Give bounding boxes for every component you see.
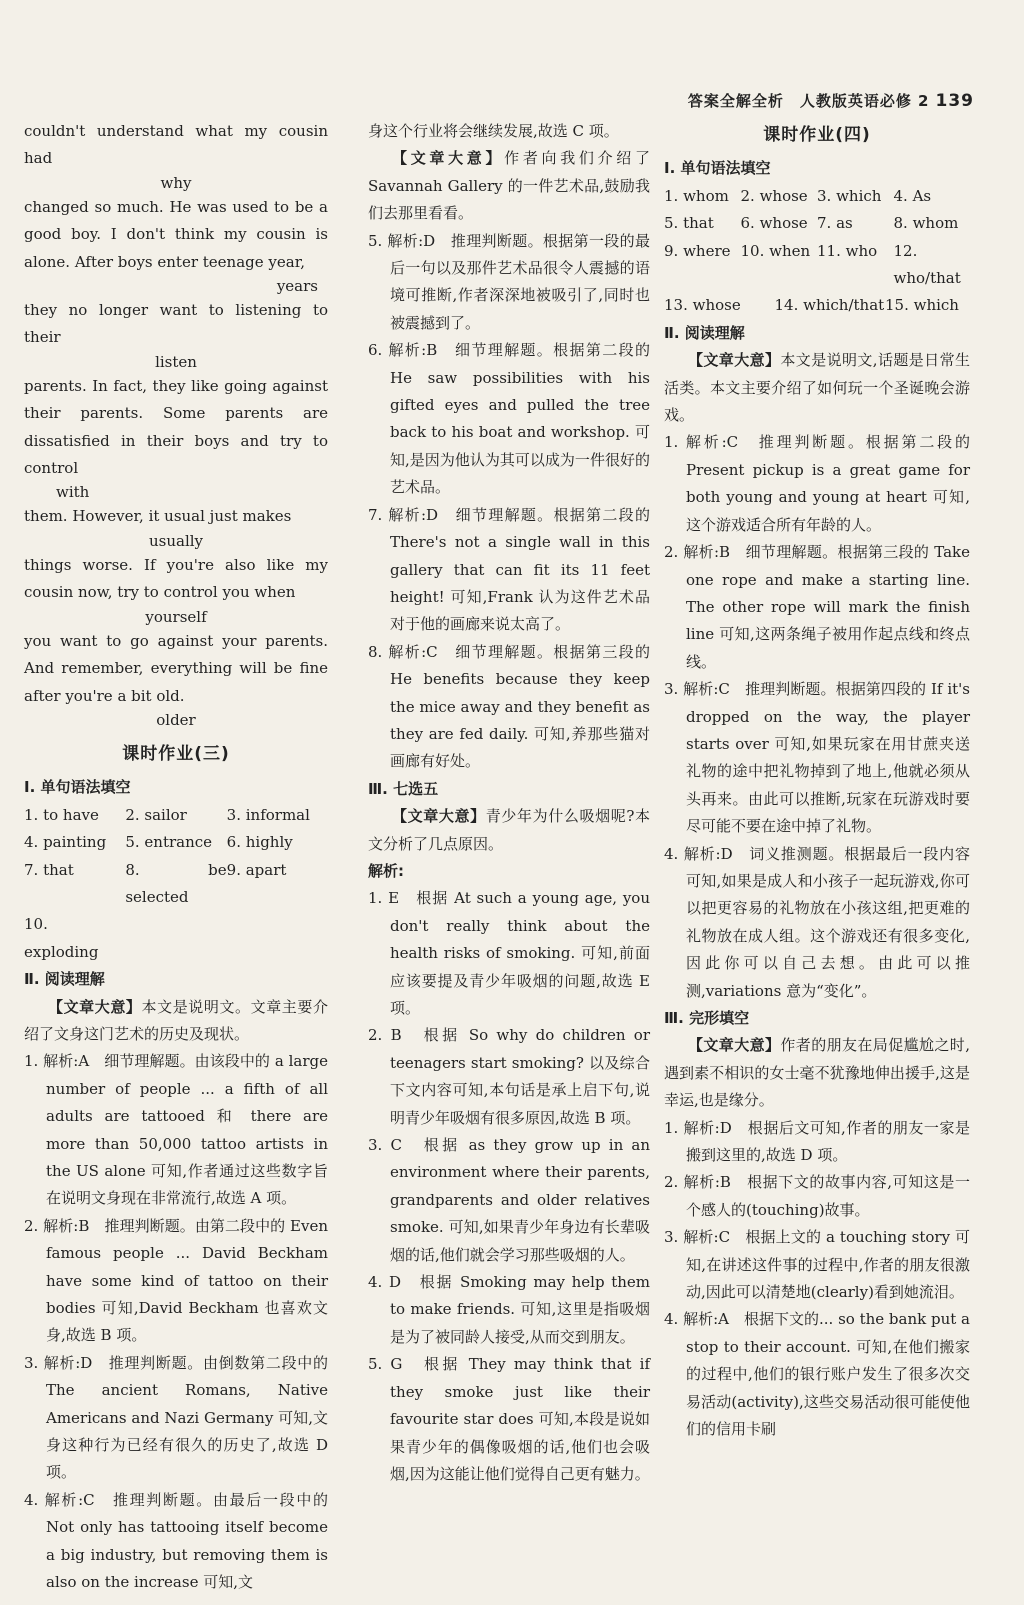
text-line: things worse. If you're also like my cousin now, try to control you when (24, 555, 328, 602)
summary-text: 作者的朋友在局促尴尬之时,遇到素不相识的女士毫不犹豫地伸出援手,这是幸运,也是缘分。 (664, 1036, 970, 1110)
explanation-item: 5. 解析:D 推理判断题。根据第一段的最后一句以及那件艺术品很令人震撼的语境可推断,作者深深地被吸引了,同时也被震撼到了。 (368, 231, 650, 332)
summary-text: 本文是说明文,话题是日常生活类。本文主要介绍了如何玩一个圣诞晚会游戏。 (664, 351, 970, 425)
explanation-item: 2. B 根据 So why do children or teenagers start smoking? 以及综合下文内容可知,本句话是承上启下句,说明青少年吸烟有很多原因,故选 B 项。 (368, 1026, 650, 1127)
explanation-item: 3. 解析:C 根据上文的 a touching story 可知,在讲述这件事的过程中,作者的朋友很激动,因此可以清楚地(clearly)看到她流泪。 (664, 1228, 970, 1302)
correction: years (276, 277, 318, 296)
correction: usually (148, 531, 204, 550)
subsection-title: Ⅱ. 阅读理解 (24, 970, 105, 989)
correction: yourself (145, 607, 207, 626)
explanation-item: 1. 解析:D 根据后文可知,作者的朋友一家是搬到这里的,故选 D 项。 (664, 1118, 970, 1165)
answer: 6. highly (226, 833, 293, 852)
answer: 11. who (817, 241, 878, 260)
explanation-item: 1. 解析:A 细节理解题。由该段中的 a large number of people ... a fifth of all adults are tattooed 和 there are more than 50,000 tattoo artists in the US alone 可知,作者通过这些数字旨在说明文身现在非常流行,故选 A 项。 (24, 1052, 328, 1208)
answer: 9. apart (226, 860, 287, 879)
correction: older (156, 710, 196, 729)
correction: with (56, 483, 90, 502)
analysis-label: 解析: (368, 861, 404, 880)
answer: 15. which (884, 296, 959, 315)
summary (664, 347, 970, 429)
answer: 4. As (893, 186, 932, 205)
explanation-item: 4. 解析:D 词义推测题。根据最后一段内容可知,如果是成人和小孩子一起玩游戏,你可以把更容易的礼物放在小孩这组,把更难的礼物放在成人组。这个游戏还有很多变化,因此你可以自己去想。由此可以推测,variations 意为“变化”。 (664, 844, 970, 1000)
summary-text: 本文是说明文。文章主要介绍了文身这门艺术的历史及现状。 (24, 997, 328, 1043)
answer-grid (24, 802, 328, 966)
answer: 14. which/that (774, 296, 885, 315)
answer: 10. when (740, 241, 811, 260)
explanation-item: 4. D 根据 Smoking may help them to make friends. 可知,这里是指吸烟是为了被同龄人接受,从而交到朋友。 (368, 1273, 650, 1346)
subsection-title: Ⅲ. 七选五 (368, 779, 439, 798)
column-2 (368, 118, 650, 1488)
text-line: parents. In fact, they like going against their parents. Some parents are dissatisfied in their boys and try to control (24, 376, 328, 478)
explanation-item: 2. 解析:B 根据下文的故事内容,可知这是一个感人的(touching)故事。 (664, 1173, 970, 1219)
text-line: couldn't understand what my cousin had (24, 122, 328, 168)
answer-grid (664, 183, 970, 293)
answer: 1. whom (664, 186, 729, 205)
summary-text: 作者向我们介绍了 Savannah Gallery 的一件艺术品,鼓励我们去那里看看。 (368, 149, 650, 223)
explanation-item: 7. 解析:D 细节理解题。根据第二段的 There's not a single wall in this gallery that can fit its 11 feet height! 可知,Frank 认为这件艺术品对于他的画廊来说太高了。 (368, 505, 650, 634)
answer: 1. to have (24, 805, 99, 824)
explanation-item: 2. 解析:B 推理判断题。由第二段中的 Even famous people ... David Beckham have some kind of tattoo on their bodies 可知,David Beckham 也喜欢文身,故选 B 项。 (24, 1216, 328, 1345)
section-title: 课时作业(三) (122, 743, 230, 764)
answer: 5. that (664, 214, 714, 233)
summary (24, 994, 328, 1049)
summary-tag: 【文章大意】 (688, 351, 781, 370)
page-header (688, 90, 974, 111)
explanation-item: 8. 解析:C 细节理解题。根据第三段的 He benefits because they keep the mice away and they benefit as they are fed daily. 可知,养那些猫对画廊有好处。 (368, 642, 650, 771)
answer: 2. sailor (125, 805, 187, 824)
answer: 8. whom (893, 214, 959, 233)
summary-tag: 【文章大意】 (688, 1036, 781, 1055)
answer: 10. exploding (24, 915, 99, 961)
answer: 4. painting (24, 833, 107, 852)
answer: 9. where (664, 241, 731, 260)
subsection-title: Ⅰ. 单句语法填空 (664, 159, 771, 178)
explanation-item: 3. 解析:C 推理判断题。根据第四段的 If it's dropped on the way, the player starts over 可知,如果玩家在用甘蔗夹送礼物的途中把礼物掉到了地上,他就必须从头再来。由此可以推断,玩家在玩游戏时要尽可能不要在途中掉了礼物。 (664, 680, 970, 836)
answer: 12. who/that (893, 241, 961, 288)
page-number: 139 (935, 91, 974, 111)
subsection-title: Ⅰ. 单句语法填空 (24, 778, 131, 797)
answer: 3. informal (226, 805, 310, 824)
subsection-title: Ⅱ. 阅读理解 (664, 323, 745, 342)
explanation-item: 4. 解析:A 根据下文的... so the bank put a stop to their account. 可知,在他们搬家的过程中,他们的银行账户发生了很多次交易活动(activity),这些交易活动很可能使他们的信用卡刷 (664, 1310, 970, 1439)
summary-text: 青少年为什么吸烟呢?本文分析了几点原因。 (368, 807, 650, 853)
explanation-item: 3. C 根据 as they grow up in an environment where their parents, grandparents and older relatives smoke. 可知,如果青少年身边有长辈吸烟的话,他们就会学习那些吸烟的人。 (368, 1136, 650, 1264)
answer: 8. be selected (125, 860, 227, 906)
explanation-item: 1. E 根据 At such a young age, you don't really think about the health risks of smoking. 可知,前面应该要提及青少年吸烟的问题,故选 E 项。 (368, 889, 650, 1017)
column-1 (24, 118, 328, 1597)
text-line: they no longer want to listening to their (24, 301, 328, 347)
answer: 2. whose (740, 186, 808, 205)
subsection-title: Ⅲ. 完形填空 (664, 1009, 750, 1027)
explanation-item: 5. G 根据 They may think that if they smoke just like their favourite star does 可知,本段是说如果青少年的偶像吸烟的话,他们也会吸烟,因为这能让他们觉得自己更有魅力。 (368, 1355, 650, 1483)
summary-tag: 【文章大意】 (48, 997, 142, 1016)
column-3 (664, 118, 970, 1444)
correction: listen (155, 352, 197, 371)
header-title: 答案全解全析 人教版英语必修 2 (687, 92, 930, 110)
explanation-item: 1. 解析:C 推理判断题。根据第二段的 Present pickup is a great game for both young and young at heart 可知,这个游戏适合所有年龄的人。 (664, 433, 970, 534)
answer: 7. that (24, 860, 74, 879)
summary (368, 803, 650, 858)
correction: why (160, 173, 192, 192)
explanation-item: 身这个行业将会继续发展,故选 C 项。 (368, 122, 619, 140)
text-line: changed so much. He was used to be a good boy. I don't think my cousin is alone. After boys enter teenage year, (24, 197, 328, 271)
answer: 6. whose (740, 214, 808, 233)
explanation-item: 6. 解析:B 细节理解题。根据第二段的 He saw possibilities with his gifted eyes and pulled the tree back to his boat and workshop. 可知,是因为他认为其可以成为一件很好的艺术品。 (368, 341, 650, 497)
explanation-item: 3. 解析:D 推理判断题。由倒数第二段中的 The ancient Romans, Native Americans and Nazi Germany 可知,文身这种行为已经有很久的历史了,故选 D 项。 (24, 1353, 328, 1482)
answer: 3. which (817, 186, 882, 205)
answer: 13. whose (664, 296, 741, 315)
summary (664, 1032, 970, 1114)
answer: 7. as (817, 214, 853, 233)
explanation-item: 2. 解析:B 细节理解题。根据第三段的 Take one rope and make a starting line. The other rope will mark the finish line 可知,这两条绳子被用作起点线和终点线。 (664, 543, 970, 671)
summary (368, 145, 650, 227)
text-line: them. However, it usual just makes (24, 507, 292, 526)
summary-tag: 【文章大意】 (392, 807, 486, 826)
answer: 5. entrance (125, 833, 213, 852)
summary-tag: 【文章大意】 (392, 149, 505, 168)
text-line: you want to go against your parents. And remember, everything will be fine after you're a bit old. (24, 631, 328, 705)
section-title: 课时作业(四) (763, 125, 871, 145)
explanation-item: 4. 解析:C 推理判断题。由最后一段中的 Not only has tattooing itself become a big industry, but removing them is also on the increase 可知,文 (24, 1490, 328, 1592)
answer-grid (664, 292, 970, 319)
